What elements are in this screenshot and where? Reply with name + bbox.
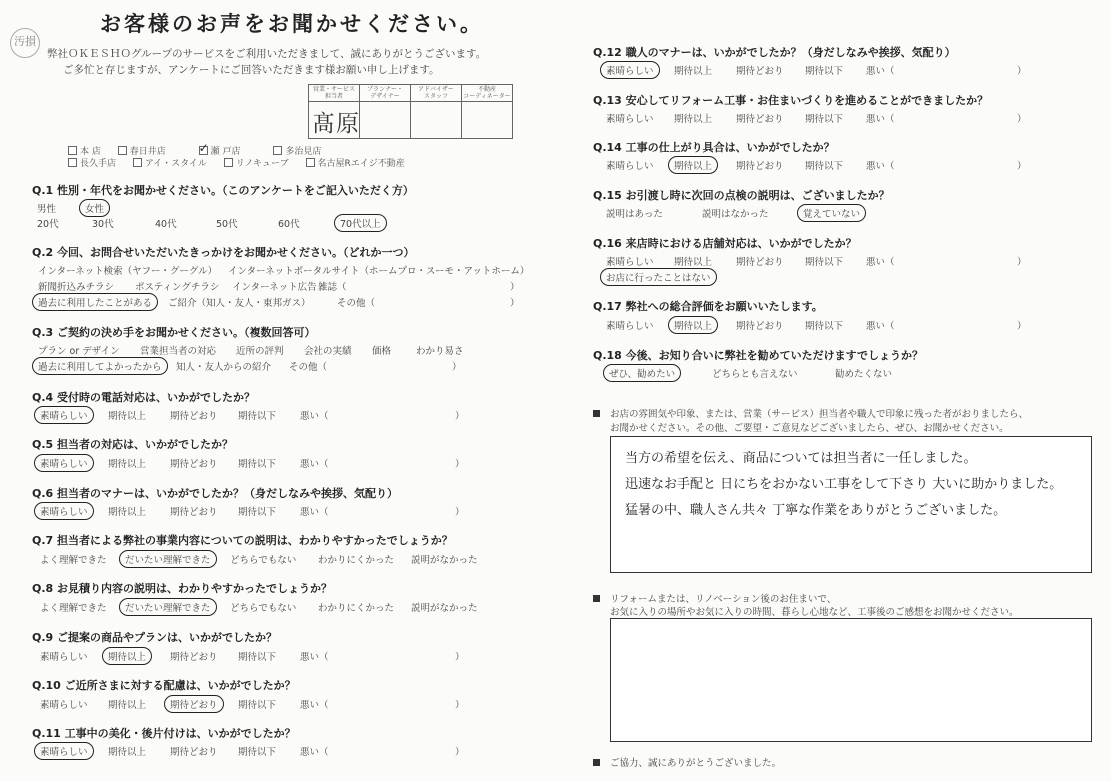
answer-option[interactable]: 60代 bbox=[278, 219, 300, 230]
question-heading: Q.13 安心してリフォーム工事・お住まいづくりを進めることができましたか？ bbox=[593, 94, 989, 107]
answer-option[interactable]: 悪い（ bbox=[300, 411, 329, 422]
answer-option-selected[interactable]: 期待以上 bbox=[102, 647, 152, 665]
answer-option[interactable]: どちらでもない bbox=[230, 555, 297, 566]
seal-stamp: 汚損 bbox=[10, 28, 40, 58]
question-heading: Q.17 弊社への総合評価をお願いいたします。 bbox=[593, 300, 823, 313]
comment-box-2[interactable] bbox=[610, 618, 1092, 742]
answer-option[interactable]: インターネットポータルサイト（ホームプロ・スーモ・アットホーム） bbox=[228, 266, 530, 277]
answer-option[interactable]: ） bbox=[510, 298, 520, 309]
answer-option[interactable]: 期待以下 bbox=[805, 257, 844, 268]
answer-option-selected[interactable]: 女性 bbox=[79, 199, 110, 217]
answer-option[interactable]: 期待どおり bbox=[170, 459, 218, 470]
question-options bbox=[0, 158, 1111, 174]
answer-option-selected[interactable]: 素晴らしい bbox=[600, 61, 660, 79]
answer-option[interactable]: 悪い（ bbox=[300, 507, 329, 518]
answer-option[interactable]: 期待以下 bbox=[238, 459, 277, 470]
question-heading: Q.4 受付時の電話対応は、いかがでしたか？ bbox=[32, 391, 256, 404]
answer-option[interactable]: ） bbox=[455, 652, 465, 663]
question-options bbox=[0, 408, 560, 424]
answer-option[interactable]: 30代 bbox=[92, 219, 114, 230]
question-heading: Q.10 ご近所さまに対する配慮は、いかがでしたか？ bbox=[32, 679, 296, 692]
answer-option[interactable]: ） bbox=[1017, 66, 1027, 77]
answer-option-selected[interactable]: 覚えていない bbox=[797, 204, 866, 222]
answer-option[interactable]: 期待以下 bbox=[805, 321, 844, 332]
answer-option[interactable]: 素晴らしい bbox=[606, 114, 654, 125]
answer-option[interactable]: 説明はなかった bbox=[702, 209, 769, 220]
answer-option[interactable]: わかりにくかった bbox=[318, 603, 395, 614]
bullet-square bbox=[593, 410, 600, 417]
answer-option-selected[interactable]: お店に行ったことはない bbox=[600, 268, 717, 286]
comment-prompt-2: リフォームまたは、リノベーション後のお住まいで、 bbox=[610, 594, 837, 605]
answer-option[interactable]: 20代 bbox=[37, 219, 59, 230]
answer-option[interactable]: インターネット広告 bbox=[232, 282, 317, 293]
answer-option[interactable]: ） bbox=[1017, 321, 1027, 332]
answer-option[interactable]: ） bbox=[455, 411, 465, 422]
answer-option-selected[interactable]: だいたい理解できた bbox=[119, 550, 217, 568]
answer-option[interactable]: 期待以下 bbox=[805, 114, 844, 125]
question-heading: Q.7 担当者による弊社の事業内容についての説明は、わかりやすかったでしょうか？ bbox=[32, 534, 453, 547]
answer-option[interactable]: 期待どおり bbox=[170, 747, 218, 758]
staff-header: プランナー・ デザイナー bbox=[360, 85, 411, 102]
intro-line-2: ご多忙と存じますが、アンケートにご回答いただきます様お願い申し上げます。 bbox=[63, 64, 440, 76]
answer-option[interactable]: ） bbox=[455, 700, 465, 711]
answer-option[interactable]: ） bbox=[455, 747, 465, 758]
answer-option[interactable]: 期待以上 bbox=[108, 411, 147, 422]
answer-option[interactable]: 期待以下 bbox=[805, 161, 844, 172]
answer-option-selected[interactable]: 素晴らしい bbox=[34, 502, 94, 520]
handwritten-line: 当方の希望を伝え、商品については担当者に一任しました。 bbox=[625, 451, 977, 466]
answer-option[interactable]: 悪い（ bbox=[866, 66, 895, 77]
answer-option[interactable]: 期待以上 bbox=[108, 507, 147, 518]
answer-option[interactable]: 素晴らしい bbox=[606, 321, 654, 332]
answer-option[interactable]: 期待以上 bbox=[108, 747, 147, 758]
store-option[interactable]: アイ・スタイル bbox=[133, 156, 207, 169]
answer-option[interactable]: インターネット検索（ヤフー・グーグル） bbox=[38, 266, 218, 277]
answer-option[interactable]: ポスティングチラシ bbox=[135, 282, 220, 293]
answer-option[interactable]: 期待以上 bbox=[674, 66, 713, 77]
answer-option-selected[interactable]: 素晴らしい bbox=[34, 406, 94, 424]
staff-header: 営業・サービス 担当者 bbox=[309, 85, 360, 102]
store-option[interactable]: 本 店 bbox=[68, 144, 101, 157]
answer-option[interactable]: 期待以上 bbox=[674, 114, 713, 125]
checkbox[interactable] bbox=[273, 146, 282, 155]
answer-option[interactable]: 期待どおり bbox=[736, 66, 784, 77]
answer-option[interactable]: 価格 bbox=[372, 346, 392, 357]
answer-option[interactable]: 素晴らしい bbox=[40, 652, 88, 663]
answer-option[interactable]: 期待以上 bbox=[674, 257, 713, 268]
question-heading: Q.1 性別・年代をお聞かせください。（このアンケートをご記入いただく方） bbox=[32, 184, 414, 197]
checkbox-checked[interactable] bbox=[199, 146, 208, 155]
answer-option[interactable]: わかりにくかった bbox=[318, 555, 395, 566]
answer-option-selected[interactable]: 過去に利用してよかったから bbox=[32, 357, 168, 375]
comment-prompt-2b: お気に入りの場所やお気に入りの時間、暮らし心地など、工事後のご感想をお聞かせください。 bbox=[610, 607, 1019, 618]
handwritten-line: 猛暑の中、職人さん共々 丁寧な作業をありがとうございました。 bbox=[625, 503, 1007, 518]
answer-option[interactable]: 期待以下 bbox=[238, 507, 277, 518]
store-option[interactable]: 長久手店 bbox=[68, 156, 116, 169]
answer-option[interactable]: 悪い（ bbox=[300, 459, 329, 470]
answer-option-selected[interactable]: 期待以上 bbox=[668, 316, 718, 334]
answer-option[interactable]: どちらとも言えない bbox=[712, 369, 798, 380]
question-heading: Q.6 担当者のマナーは、いかがでしたか？（身だしなみや挨拶、気配り） bbox=[32, 487, 399, 500]
answer-option[interactable]: 悪い（ bbox=[300, 700, 329, 711]
answer-option-selected[interactable]: 期待以上 bbox=[668, 156, 718, 174]
answer-option[interactable]: ） bbox=[452, 362, 462, 373]
answer-option-selected[interactable]: 素晴らしい bbox=[34, 454, 94, 472]
answer-option[interactable]: ） bbox=[455, 507, 465, 518]
answer-option-selected[interactable]: 期待どおり bbox=[164, 695, 224, 713]
answer-option[interactable]: 悪い（ bbox=[866, 114, 895, 125]
answer-option[interactable]: 50代 bbox=[216, 219, 238, 230]
handwritten-line: 迅速なお手配と 日にちをおかない工事をして下さり 大いに助かりました。 bbox=[625, 477, 1063, 492]
question-options bbox=[0, 600, 560, 616]
answer-option[interactable]: 悪い（ bbox=[300, 652, 329, 663]
question-heading: Q.11 工事中の美化・後片付けは、いかがでしたか？ bbox=[32, 727, 296, 740]
question-options bbox=[0, 552, 560, 568]
question-options bbox=[0, 456, 560, 472]
question-options bbox=[0, 649, 560, 665]
question-options bbox=[0, 254, 1111, 286]
answer-option[interactable]: 知人・友人からの紹介 bbox=[176, 362, 272, 373]
question-options bbox=[0, 366, 1111, 382]
answer-option[interactable]: プラン or デザイン bbox=[38, 346, 120, 357]
answer-option[interactable]: 悪い（ bbox=[300, 747, 329, 758]
question-options bbox=[0, 318, 1111, 334]
answer-option[interactable]: 期待以下 bbox=[805, 66, 844, 77]
answer-option[interactable]: 期待以下 bbox=[238, 652, 277, 663]
checkbox[interactable] bbox=[68, 146, 77, 155]
staff-header: 不動産 コーディネーター bbox=[463, 86, 511, 100]
answer-option[interactable]: 雑誌（ bbox=[318, 282, 347, 293]
answer-option[interactable]: ） bbox=[1017, 257, 1027, 268]
question-heading: Q.15 お引渡し時に次回の点検の説明は、ございましたか？ bbox=[593, 189, 890, 202]
question-heading: Q.16 来店時における店舗対応は、いかがでしたか？ bbox=[593, 237, 857, 250]
question-heading: Q.18 今後、お知り合いに弊社を勧めていただけますでしょうか？ bbox=[593, 349, 923, 362]
answer-option[interactable]: 期待どおり bbox=[736, 114, 784, 125]
answer-option[interactable]: 期待以下 bbox=[238, 411, 277, 422]
answer-option[interactable]: その他（ bbox=[289, 362, 328, 373]
answer-option-selected[interactable]: 素晴らしい bbox=[34, 742, 94, 760]
answer-option[interactable]: 期待どおり bbox=[170, 411, 218, 422]
answer-option-selected[interactable]: 70代以上 bbox=[334, 214, 387, 232]
answer-option[interactable]: 説明がなかった bbox=[411, 603, 478, 614]
answer-option[interactable]: 40代 bbox=[155, 219, 177, 230]
answer-option[interactable]: 悪い（ bbox=[866, 257, 895, 268]
answer-option[interactable]: 近所の評判 bbox=[236, 346, 284, 357]
question-options bbox=[0, 206, 1111, 222]
staff-stamp: 髙原 bbox=[312, 111, 360, 137]
answer-option[interactable]: よく理解できた bbox=[40, 555, 107, 566]
question-heading: Q.2 今回、お問合せいただいたきっかけをお聞かせください。（どれか一つ） bbox=[32, 246, 415, 259]
answer-option[interactable]: ご紹介（知人・友人・東邦ガス） bbox=[168, 298, 311, 309]
answer-option[interactable]: 悪い（ bbox=[866, 161, 895, 172]
answer-option[interactable]: 期待どおり bbox=[736, 161, 784, 172]
answer-option[interactable]: 説明がなかった bbox=[411, 555, 478, 566]
question-options bbox=[0, 744, 560, 760]
answer-option[interactable]: 勧めたくない bbox=[835, 369, 893, 380]
answer-option[interactable]: 会社の実績 bbox=[304, 346, 352, 357]
answer-option[interactable]: 営業担当者の対応 bbox=[140, 346, 217, 357]
staff-header: アドバイザー スタッフ bbox=[411, 85, 462, 102]
page-title: お客様のお声をお聞かせください。 bbox=[100, 12, 484, 36]
question-options bbox=[0, 504, 560, 520]
bullet-square bbox=[593, 595, 600, 602]
question-heading: Q.5 担当者の対応は、いかがでしたか？ bbox=[32, 438, 234, 451]
answer-option[interactable]: どちらでもない bbox=[230, 603, 297, 614]
answer-option-selected[interactable]: ぜひ、勧めたい bbox=[603, 364, 681, 382]
answer-option[interactable]: その他（ bbox=[337, 298, 376, 309]
answer-option[interactable]: 素晴らしい bbox=[606, 257, 654, 268]
answer-option[interactable]: 悪い（ bbox=[866, 321, 895, 332]
answer-option[interactable]: よく理解できた bbox=[40, 603, 107, 614]
answer-option[interactable]: わかり易さ bbox=[416, 346, 464, 357]
answer-option[interactable]: ） bbox=[1017, 161, 1027, 172]
bullet-square bbox=[593, 759, 600, 766]
answer-option-selected[interactable]: だいたい理解できた bbox=[119, 598, 217, 616]
question-heading: Q.8 お見積り内容の説明は、わかりやすかったでしょうか？ bbox=[32, 582, 333, 595]
answer-option[interactable]: ） bbox=[510, 282, 520, 293]
answer-option[interactable]: 期待以下 bbox=[238, 700, 277, 711]
answer-option[interactable]: 期待以上 bbox=[108, 459, 147, 470]
answer-option[interactable]: ） bbox=[1017, 114, 1027, 125]
store-option[interactable]: ✓ 瀬 戸店 bbox=[199, 144, 241, 157]
answer-option[interactable]: 説明はあった bbox=[606, 209, 663, 220]
question-options bbox=[0, 697, 560, 713]
comment-box-1[interactable] bbox=[610, 436, 1092, 573]
answer-option[interactable]: ） bbox=[455, 459, 465, 470]
answer-option[interactable]: 期待どおり bbox=[736, 257, 784, 268]
checkbox[interactable] bbox=[118, 146, 127, 155]
question-options bbox=[0, 63, 1111, 79]
store-option[interactable]: 春日井店 bbox=[118, 144, 166, 157]
intro-line-1: 弊社ＯＫＥＳＨＯグループのサービスをご利用いただきまして、誠にありがとうございます。 bbox=[47, 48, 487, 60]
question-options bbox=[0, 111, 1111, 127]
answer-option[interactable]: 期待以下 bbox=[238, 747, 277, 758]
question-heading: Q.14 工事の仕上がり具合は、いかがでしたか？ bbox=[593, 141, 835, 154]
answer-option[interactable]: 期待以上 bbox=[108, 700, 147, 711]
comment-prompt-1: お店の雰囲気や印象、または、営業（サービス）担当者や職人で印象に残った者がおりましたら、 bbox=[610, 409, 1029, 420]
answer-option[interactable]: 素晴らしい bbox=[40, 700, 88, 711]
store-option[interactable]: 名古屋Rエイジ不動産 bbox=[306, 156, 405, 169]
question-heading: Q.3 ご契約の決め手をお聞かせください。（複数回答可） bbox=[32, 326, 316, 339]
question-heading: Q.9 ご提案の商品やプランは、いかがでしたか？ bbox=[32, 631, 278, 644]
answer-option[interactable]: 素晴らしい bbox=[606, 161, 654, 172]
store-option[interactable]: リノキューブ bbox=[224, 156, 289, 169]
thanks-text: ご協力、誠にありがとうございました。 bbox=[610, 758, 782, 769]
answer-option[interactable]: 期待どおり bbox=[170, 507, 218, 518]
answer-option-selected[interactable]: 過去に利用したことがある bbox=[32, 293, 158, 311]
answer-option[interactable]: 期待どおり bbox=[736, 321, 784, 332]
answer-option[interactable]: 期待どおり bbox=[170, 652, 218, 663]
answer-option[interactable]: 男性 bbox=[37, 204, 57, 215]
answer-option[interactable]: 新聞折込みチラシ bbox=[38, 282, 115, 293]
comment-prompt-1b: お聞かせください。その他、ご要望・ご意見などございましたら、ぜひ、お聞かせください。 bbox=[610, 423, 1009, 434]
store-option[interactable]: 多治見店 bbox=[273, 144, 321, 157]
question-heading: Q.12 職人のマナーは、いかがでしたか？（身だしなみや挨拶、気配り） bbox=[593, 46, 956, 59]
